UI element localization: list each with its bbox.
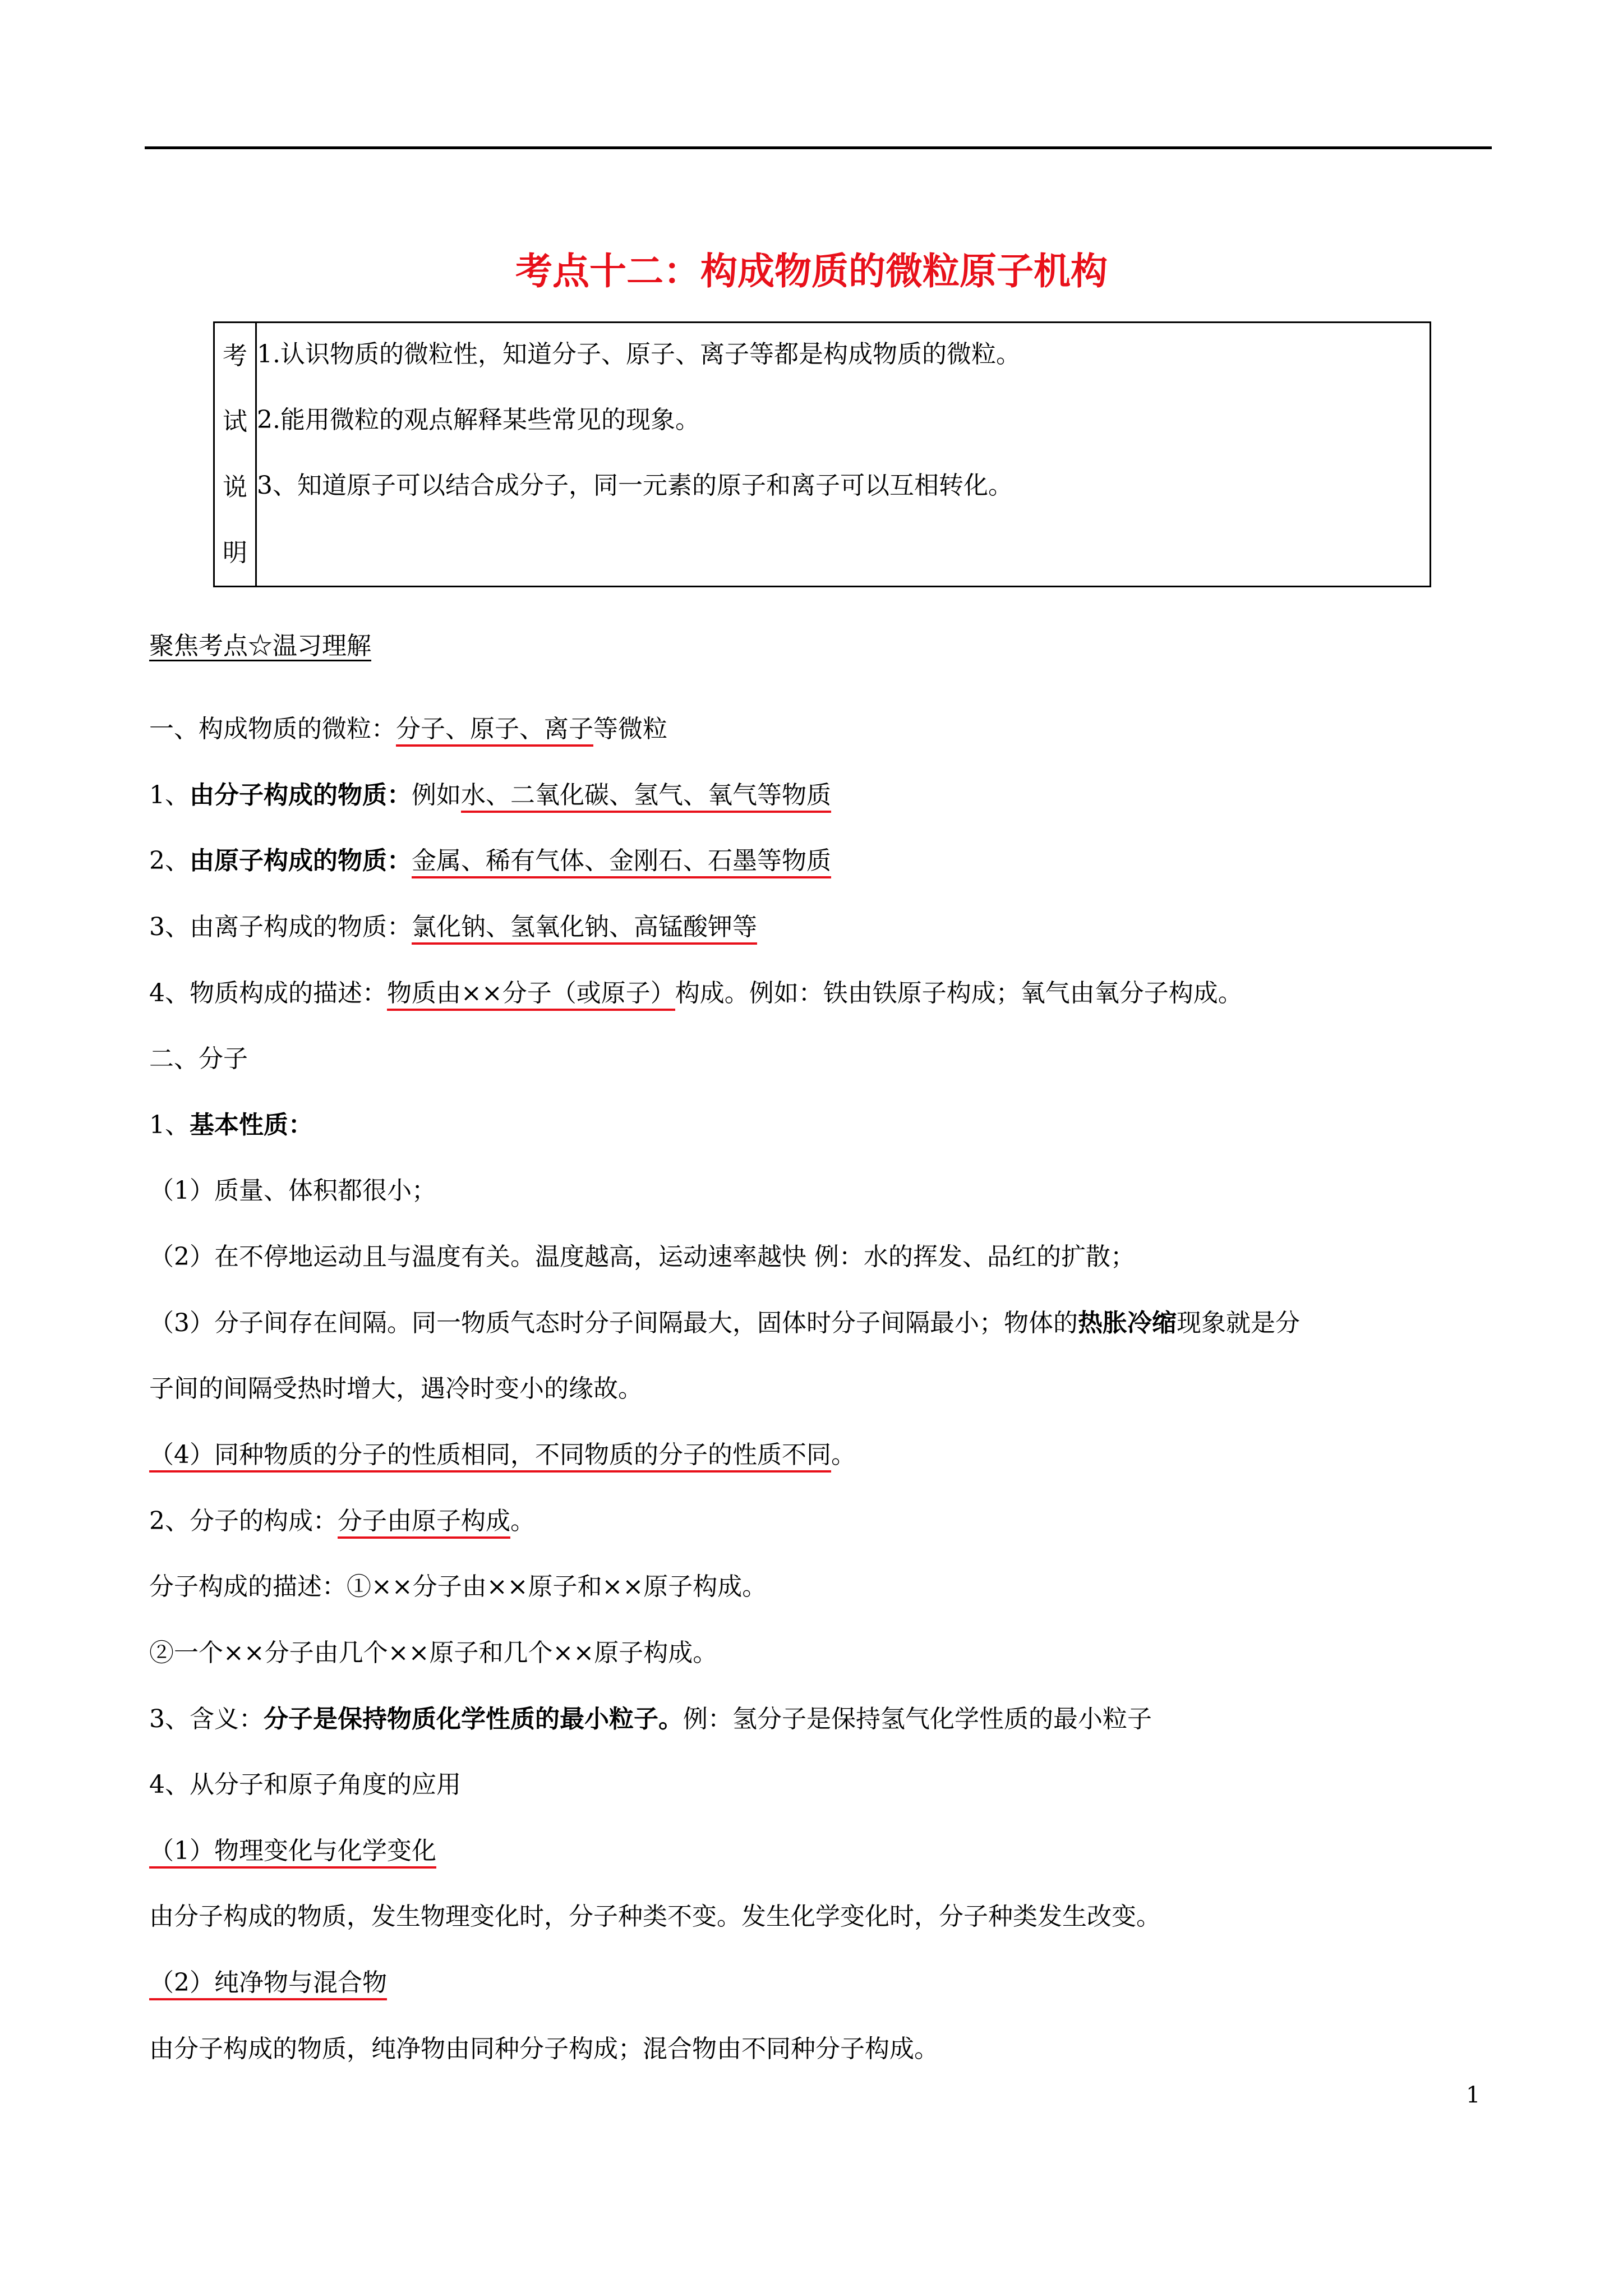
s1-heading: 一、构成物质的微粒：分子、原子、离子等微粒 (149, 712, 667, 746)
exam-description-label (214, 323, 256, 587)
underlined-text: 金属、稀有气体、金刚石、石墨等物质 (412, 846, 831, 878)
underlined-text: 物质由××分子（或原子） (387, 979, 675, 1011)
s2-composition-desc-2: ②一个××分子由几个××原子和几个××原子构成。 (149, 1639, 718, 1667)
exam-goal-item: 2.能用微粒的观点解释某些常见的现象。 (257, 406, 700, 434)
s2-application-2 (149, 1966, 387, 2000)
label-char: 考 (223, 342, 247, 370)
page-title: 考点十二：构成物质的微粒原子机构 (515, 249, 1108, 293)
underlined-text: 氯化钠、氢氧化钠、高锰酸钾等 (412, 913, 757, 945)
s1-line-4: 4、物质构成的描述：物质由××分子（或原子）构成。例如：铁由铁原子构成；氧气由氧分子构成。 (149, 977, 1243, 1010)
exam-description-table (213, 321, 1431, 587)
s2-property-2: （2）在不停地运动且与温度有关。温度越高，运动速率越快 例：水的挥发、品红的扩散； (149, 1243, 1135, 1271)
label-char: 试 (223, 407, 247, 436)
s2-heading: 二、分子 (149, 1045, 248, 1073)
exam-goal-item: 3、知道原子可以结合成分子，同一元素的原子和离子可以互相转化。 (257, 471, 1013, 500)
underlined-text: 水、二氧化碳、氢气、氧气等物质 (461, 781, 831, 813)
underlined-text: （1）物理变化与化学变化 (149, 1837, 436, 1869)
label-char: 明 (223, 539, 247, 567)
s2-application-1 (149, 1834, 436, 1868)
page-number: 1 (1466, 2082, 1481, 2108)
s2-application-1-text: 由分子构成的物质，发生物理变化时，分子种类不变。发生化学变化时，分子种类发生改变。 (149, 1902, 1161, 1931)
s2-property-4: （4）同种物质的分子的性质相同，不同物质的分子的性质不同。 (149, 1438, 856, 1472)
label-char: 说 (223, 473, 247, 501)
exam-goal-item: 1.认识物质的微粒性，知道分子、原子、离子等都是构成物质的微粒。 (257, 340, 1021, 369)
s1-line-3: 3、由离子构成的物质：氯化钠、氢氧化钠、高锰酸钾等 (149, 910, 757, 944)
underlined-text: （4）同种物质的分子的性质相同，不同物质的分子的性质不同 (149, 1441, 831, 1473)
s2-property-3: （3）分子间存在间隔。同一物质气态时分子间隔最大，固体时分子间隔最小；物体的热胀冷缩现象就是分 (149, 1309, 1300, 1337)
underlined-text: 分子、原子、离子 (396, 715, 593, 747)
underlined-text: 分子由原子构成 (338, 1507, 510, 1539)
s2-composition: 2、分子的构成：分子由原子构成。 (149, 1504, 535, 1538)
s2-composition-desc-1: 分子构成的描述：①××分子由××原子和××原子构成。 (149, 1572, 767, 1601)
exam-goals (256, 323, 1431, 587)
s2-application-2-text: 由分子构成的物质，纯净物由同种分子构成；混合物由不同种分子构成。 (149, 2035, 939, 2063)
section-heading: 聚焦考点☆温习理解 (149, 632, 371, 660)
s2-basic-properties: 1、基本性质： (149, 1111, 313, 1139)
s2-property-3-cont: 子间的间隔受热时增大，遇冷时变小的缘故。 (149, 1374, 643, 1403)
header-rule (145, 146, 1492, 149)
s2-application: 4、从分子和原子角度的应用 (149, 1770, 461, 1799)
underlined-text: （2）纯净物与混合物 (149, 1968, 387, 2000)
s1-line-1: 1、由分子构成的物质：例如水、二氧化碳、氢气、氧气等物质 (149, 779, 831, 812)
s2-property-1: （1）质量、体积都很小； (149, 1176, 436, 1205)
s1-line-2: 2、由原子构成的物质：金属、稀有气体、金刚石、石墨等物质 (149, 844, 831, 878)
s2-meaning: 3、含义：分子是保持物质化学性质的最小粒子。例：氢分子是保持氢气化学性质的最小粒子 (149, 1705, 1152, 1733)
